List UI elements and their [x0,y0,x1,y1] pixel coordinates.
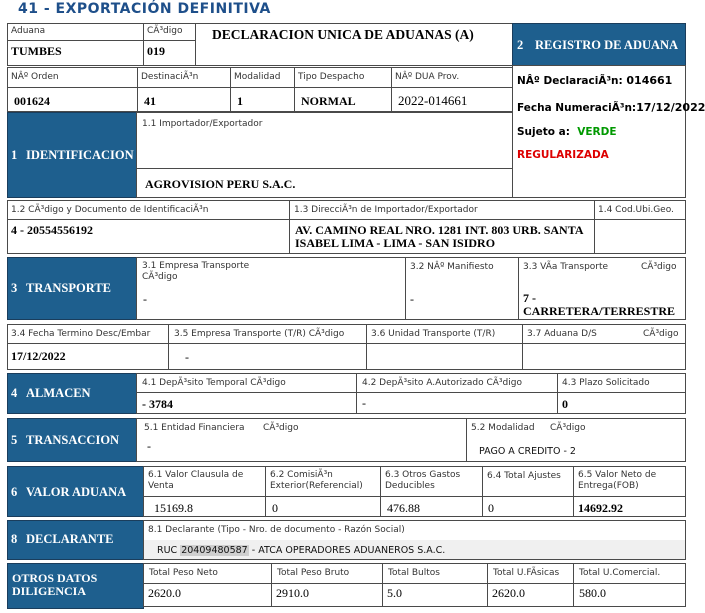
comision-value: 0 [272,501,278,515]
modalidad-cell [230,67,295,112]
entidad-financiera-cell [136,418,467,462]
bultos-cell [382,563,488,607]
plazo-label: 4.3 Plazo Solicitado [562,378,650,388]
tipo-despacho-value: NORMAL [301,94,356,108]
declarante-header: 8 DECLARANTE [7,520,144,560]
aduana-ds-cell [522,324,686,370]
entidad-financiera-label: 5.1 Entidad Financiera [144,423,245,433]
identificacion-header: 1 IDENTIFICACION [7,112,137,198]
orden-cell [7,67,138,112]
declarante-value: RUC 20409480587 - ATCA OPERADORES ADUANEROS S.A.C. [157,545,446,556]
fecha-numeracion: Fecha NumeraciÃ³n:17/12/2022 [517,101,705,114]
via-value-line2: CARRETERA/TERRESTRE [523,304,676,318]
declaracion-number: NÂº DeclaraciÃ³n: 014661 [517,74,673,87]
clausula-venta-value: 15169.8 [154,501,193,515]
almacen-header: 4 ALMACEN [7,373,137,414]
ufisicas-label: Total U.FÃsicas [493,568,560,578]
modalidad-pago-cell [466,418,686,462]
deposito-autorizado-value: - [362,396,366,410]
direccion-line2: ISABEL LIMA - LIMA - SAN ISIDRO [295,236,496,250]
empresa-tr-value: - [185,350,189,364]
unidad-transporte-cell [366,324,523,370]
plazo-cell [557,373,686,414]
via-value-line1: 7 - [523,291,536,305]
orden-label: NÂº Orden [11,72,59,82]
otros-gastos-value: 476.88 [387,501,420,515]
valor-neto-label: 6.5 Valor Neto de Entrega(FOB) [578,470,657,491]
codigo-label: CÃ³digo [147,26,183,36]
declarante-cell [143,520,686,560]
dua-label: NÂº DUA Prov. [395,72,460,82]
comision-label: 6.2 ComisiÃ³n Exterior(Referencial) [270,470,363,491]
manifiesto-cell [405,257,519,320]
registro-title: REGISTRO DE ADUANA [535,38,679,52]
aduana-ds-label: 3.7 Aduana D/S [527,329,597,339]
sujeto-a: Sujeto a: VERDE [517,126,617,138]
transporte-title: TRANSPORTE [26,281,111,295]
otros-datos-header [7,563,144,609]
fecha-termino-value: 17/12/2022 [11,349,66,363]
total-ajustes-value: 0 [488,501,494,515]
form-title: 41 - EXPORTACIÓN DEFINITIVA [18,1,271,17]
deposito-temporal-cell [136,373,357,414]
fecha-termino-label: 3.4 Fecha Termino Desc/Embar [11,329,151,339]
aduana-ds-codigo-label: CÃ³digo [643,329,679,339]
codigo-value: 019 [147,44,165,58]
deposito-autorizado-label: 4.2 DepÃ³sito A.Autorizado CÃ³digo [362,378,522,388]
orden-value: 001624 [14,94,50,108]
direccion-cell [289,200,595,254]
main-title-cell [195,23,513,66]
direccion-label: 1.3 DirecciÃ³n de Importador/Exportador [294,205,478,215]
registro-num: 2 [517,38,524,52]
peso-neto-label: Total Peso Neto [149,568,218,578]
via-codigo-label: CÃ³digo [641,262,677,272]
sujeto-value: VERDE [577,126,617,138]
codigo-doc-label: 1.2 CÃ³digo y Documento de IdentificaciÃ³n [11,205,209,215]
ucomercial-label: Total U.Comercial. [579,568,661,578]
valor-neto-cell [573,466,686,517]
valor-aduana-header: 6 VALOR ADUANA [7,466,144,517]
ufisicas-value: 2620.0 [492,586,525,600]
clausula-venta-label: 6.1 Valor Clausula de Venta [148,470,244,491]
modalidad-codigo-label: CÃ³digo [550,423,586,433]
deposito-autorizado-cell [356,373,558,414]
otros-gastos-cell [380,466,483,517]
otros-datos-title-line2: DILIGENCIA [12,584,87,598]
total-ajustes-cell [482,466,574,517]
importador-value-cell [136,168,513,198]
aduana-value: TUMBES [11,44,62,58]
almacen-title: ALMACEN [26,386,91,400]
direccion-line1: AV. CAMINO REAL NRO. 1281 INT. 803 URB. SANTA [295,223,584,237]
codigo-doc-cell [7,200,290,254]
importador-label: 1.1 Importador/Exportador [142,119,263,129]
empresa-transporte-cell [136,257,406,320]
declarante-title: DECLARANTE [26,532,114,546]
valor-neto-value: 14692.92 [578,501,623,515]
peso-bruto-cell [271,563,383,607]
bultos-label: Total Bultos [388,568,440,578]
tipo-despacho-label: Tipo Despacho [298,72,365,82]
dua-cell [391,67,513,112]
total-ajustes-label: 6.4 Total Ajustes [487,471,561,481]
ufisicas-cell [487,563,574,607]
via-transporte-cell [518,257,686,320]
deposito-temporal-label: 4.1 DepÃ³sito Temporal CÃ³digo [142,378,286,388]
deposito-temporal-value: - 3784 [142,397,173,411]
comision-cell [265,466,381,517]
identificacion-title: IDENTIFICACION [26,148,134,162]
manifiesto-label: 3.2 NÂº Manifiesto [410,262,494,272]
manifiesto-value: - [410,292,414,306]
transaccion-title: TRANSACCION [26,433,120,447]
peso-neto-value: 2620.0 [148,586,181,600]
codigo-cell [143,23,196,66]
clausula-venta-cell [143,466,266,517]
otros-gastos-label: 6.3 Otros Gastos Deducibles [385,470,461,491]
tipo-despacho-cell [294,67,392,112]
dua-value: 2022-014661 [398,93,468,108]
importador-cell [136,112,513,169]
transporte-header: 3 TRANSPORTE [7,257,137,320]
bultos-value: 5.0 [387,586,402,600]
transaccion-header: 5 TRANSACCION [7,418,137,462]
aduana-label: Aduana [11,26,46,36]
modalidad-pago-label: 5.2 Modalidad [471,423,535,433]
registro-details [512,65,705,198]
ucomercial-value: 580.0 [579,586,606,600]
modalidad-value: 1 [237,94,243,108]
destinacion-value: 41 [144,94,156,108]
destinacion-label: DestinaciÃ³n [141,72,199,82]
registro-header [512,23,686,66]
codigo-doc-value: 4 - 20554556192 [11,223,93,237]
unidad-transporte-label: 3.6 Unidad Transporte (T/R) [371,329,496,339]
declarante-label: 8.1 Declarante (Tipo - Nro. de documento - Razón Social) [148,525,405,535]
ubigeo-cell [594,200,686,254]
valor-aduana-title: VALOR ADUANA [26,485,127,499]
peso-neto-cell [143,563,272,607]
entidad-codigo-label: CÃ³digo [263,423,299,433]
empresa-transporte-value: - [143,292,147,306]
destinacion-cell [137,67,231,112]
modalidad-pago-value: PAGO A CREDITO - 2 [479,446,576,457]
modalidad-label: Modalidad [234,72,281,82]
ubigeo-label: 1.4 Cod.Ubi.Geo. [598,205,674,215]
peso-bruto-label: Total Peso Bruto [277,568,350,578]
main-title: DECLARACION UNICA DE ADUANAS (A) [212,27,474,42]
importador-value: AGROVISION PERU S.A.C. [145,177,296,191]
empresa-transporte-label: 3.1 Empresa Transporte CÃ³digo [142,261,250,282]
empresa-tr-label: 3.5 Empresa Transporte (T/R) CÃ³digo [174,329,345,339]
ruc-number: 20409480587 [181,545,248,556]
aduana-cell [7,23,144,66]
entidad-financiera-value: - [147,439,151,453]
plazo-value: 0 [562,397,568,411]
estado-regularizada: REGULARIZADA [517,149,609,161]
empresa-tr-cell [168,324,367,370]
fecha-termino-cell [7,324,169,370]
otros-datos-title-line1: OTROS DATOS [12,571,98,585]
ucomercial-cell [573,563,686,607]
via-transporte-label: 3.3 VÃa Transporte [523,262,609,272]
peso-bruto-value: 2910.0 [276,586,309,600]
